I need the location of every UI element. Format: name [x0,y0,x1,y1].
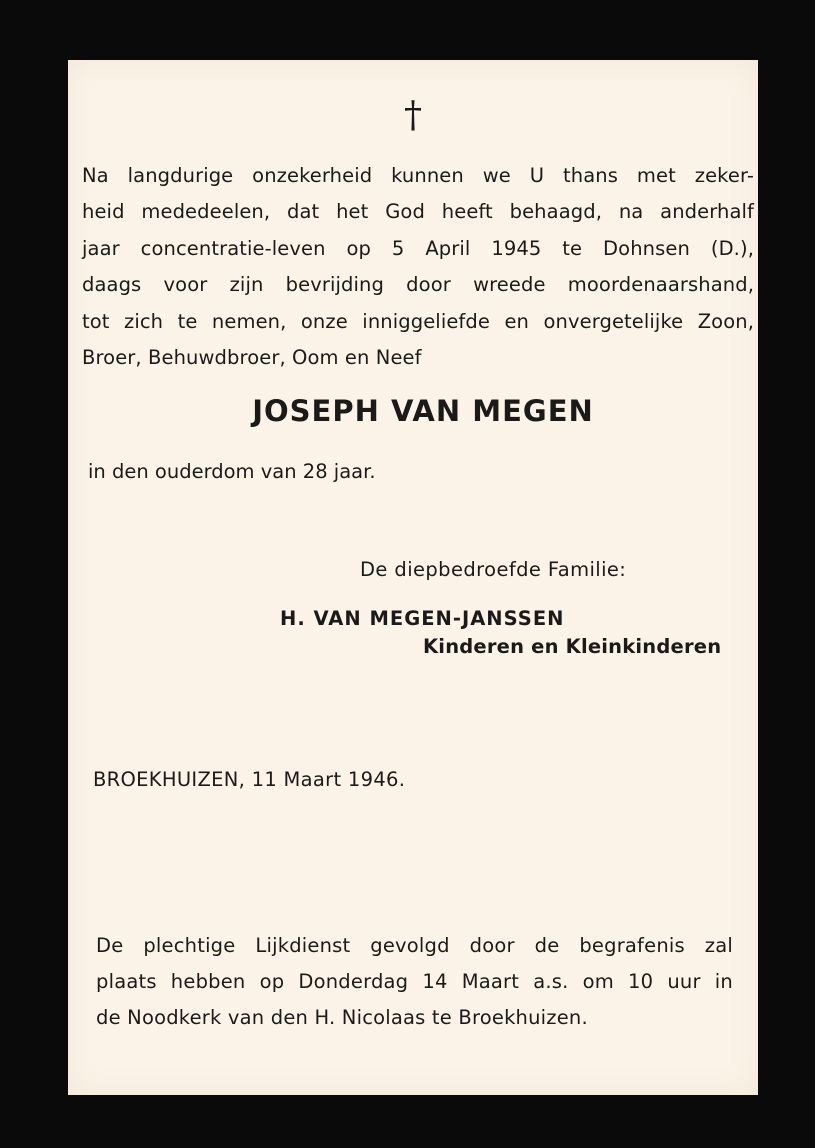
intro-line: daags voor zijn bevrijding door wreede moordenaarshand, [82,273,754,297]
deceased-name: JOSEPH VAN MEGEN [252,394,594,428]
intro-line: Na langdurige onzekerheid kunnen we U thans met zeker- [82,164,754,187]
place-date: BROEKHUIZEN, 11 Maart 1946. [93,768,406,791]
family-intro: De diepbedroefde Familie: [360,558,627,581]
memorial-card [68,60,758,1095]
funeral-paragraph [96,928,733,1036]
intro-line: Broer, Behuwdbroer, Oom en Neef [82,346,422,370]
age-text: in den ouderdom van 28 jaar. [88,460,376,483]
funeral-line: de Noodkerk van den H. Nicolaas te Broekhuizen. [96,1006,588,1029]
funeral-line: De plechtige Lijkdienst gevolgd door de begrafenis zal [96,934,733,957]
intro-line: heid mededeelen, dat het God heeft behaagd, na anderhalf [82,200,754,224]
funeral-line: plaats hebben op Donderdag 14 Maart a.s. om 10 uur in [96,970,733,993]
cross-icon: † [404,95,422,136]
intro-line: tot zich te nemen, onze inniggeliefde en onvergetelijke Zoon, [82,309,754,333]
family-subtitle: Kinderen en Kleinkinderen [423,635,722,658]
intro-line: jaar concentratie-leven op 5 April 1945 te Dohnsen (D.), [82,236,754,260]
intro-paragraph [82,158,754,376]
family-name: H. VAN MEGEN-JANSSEN [280,607,565,630]
